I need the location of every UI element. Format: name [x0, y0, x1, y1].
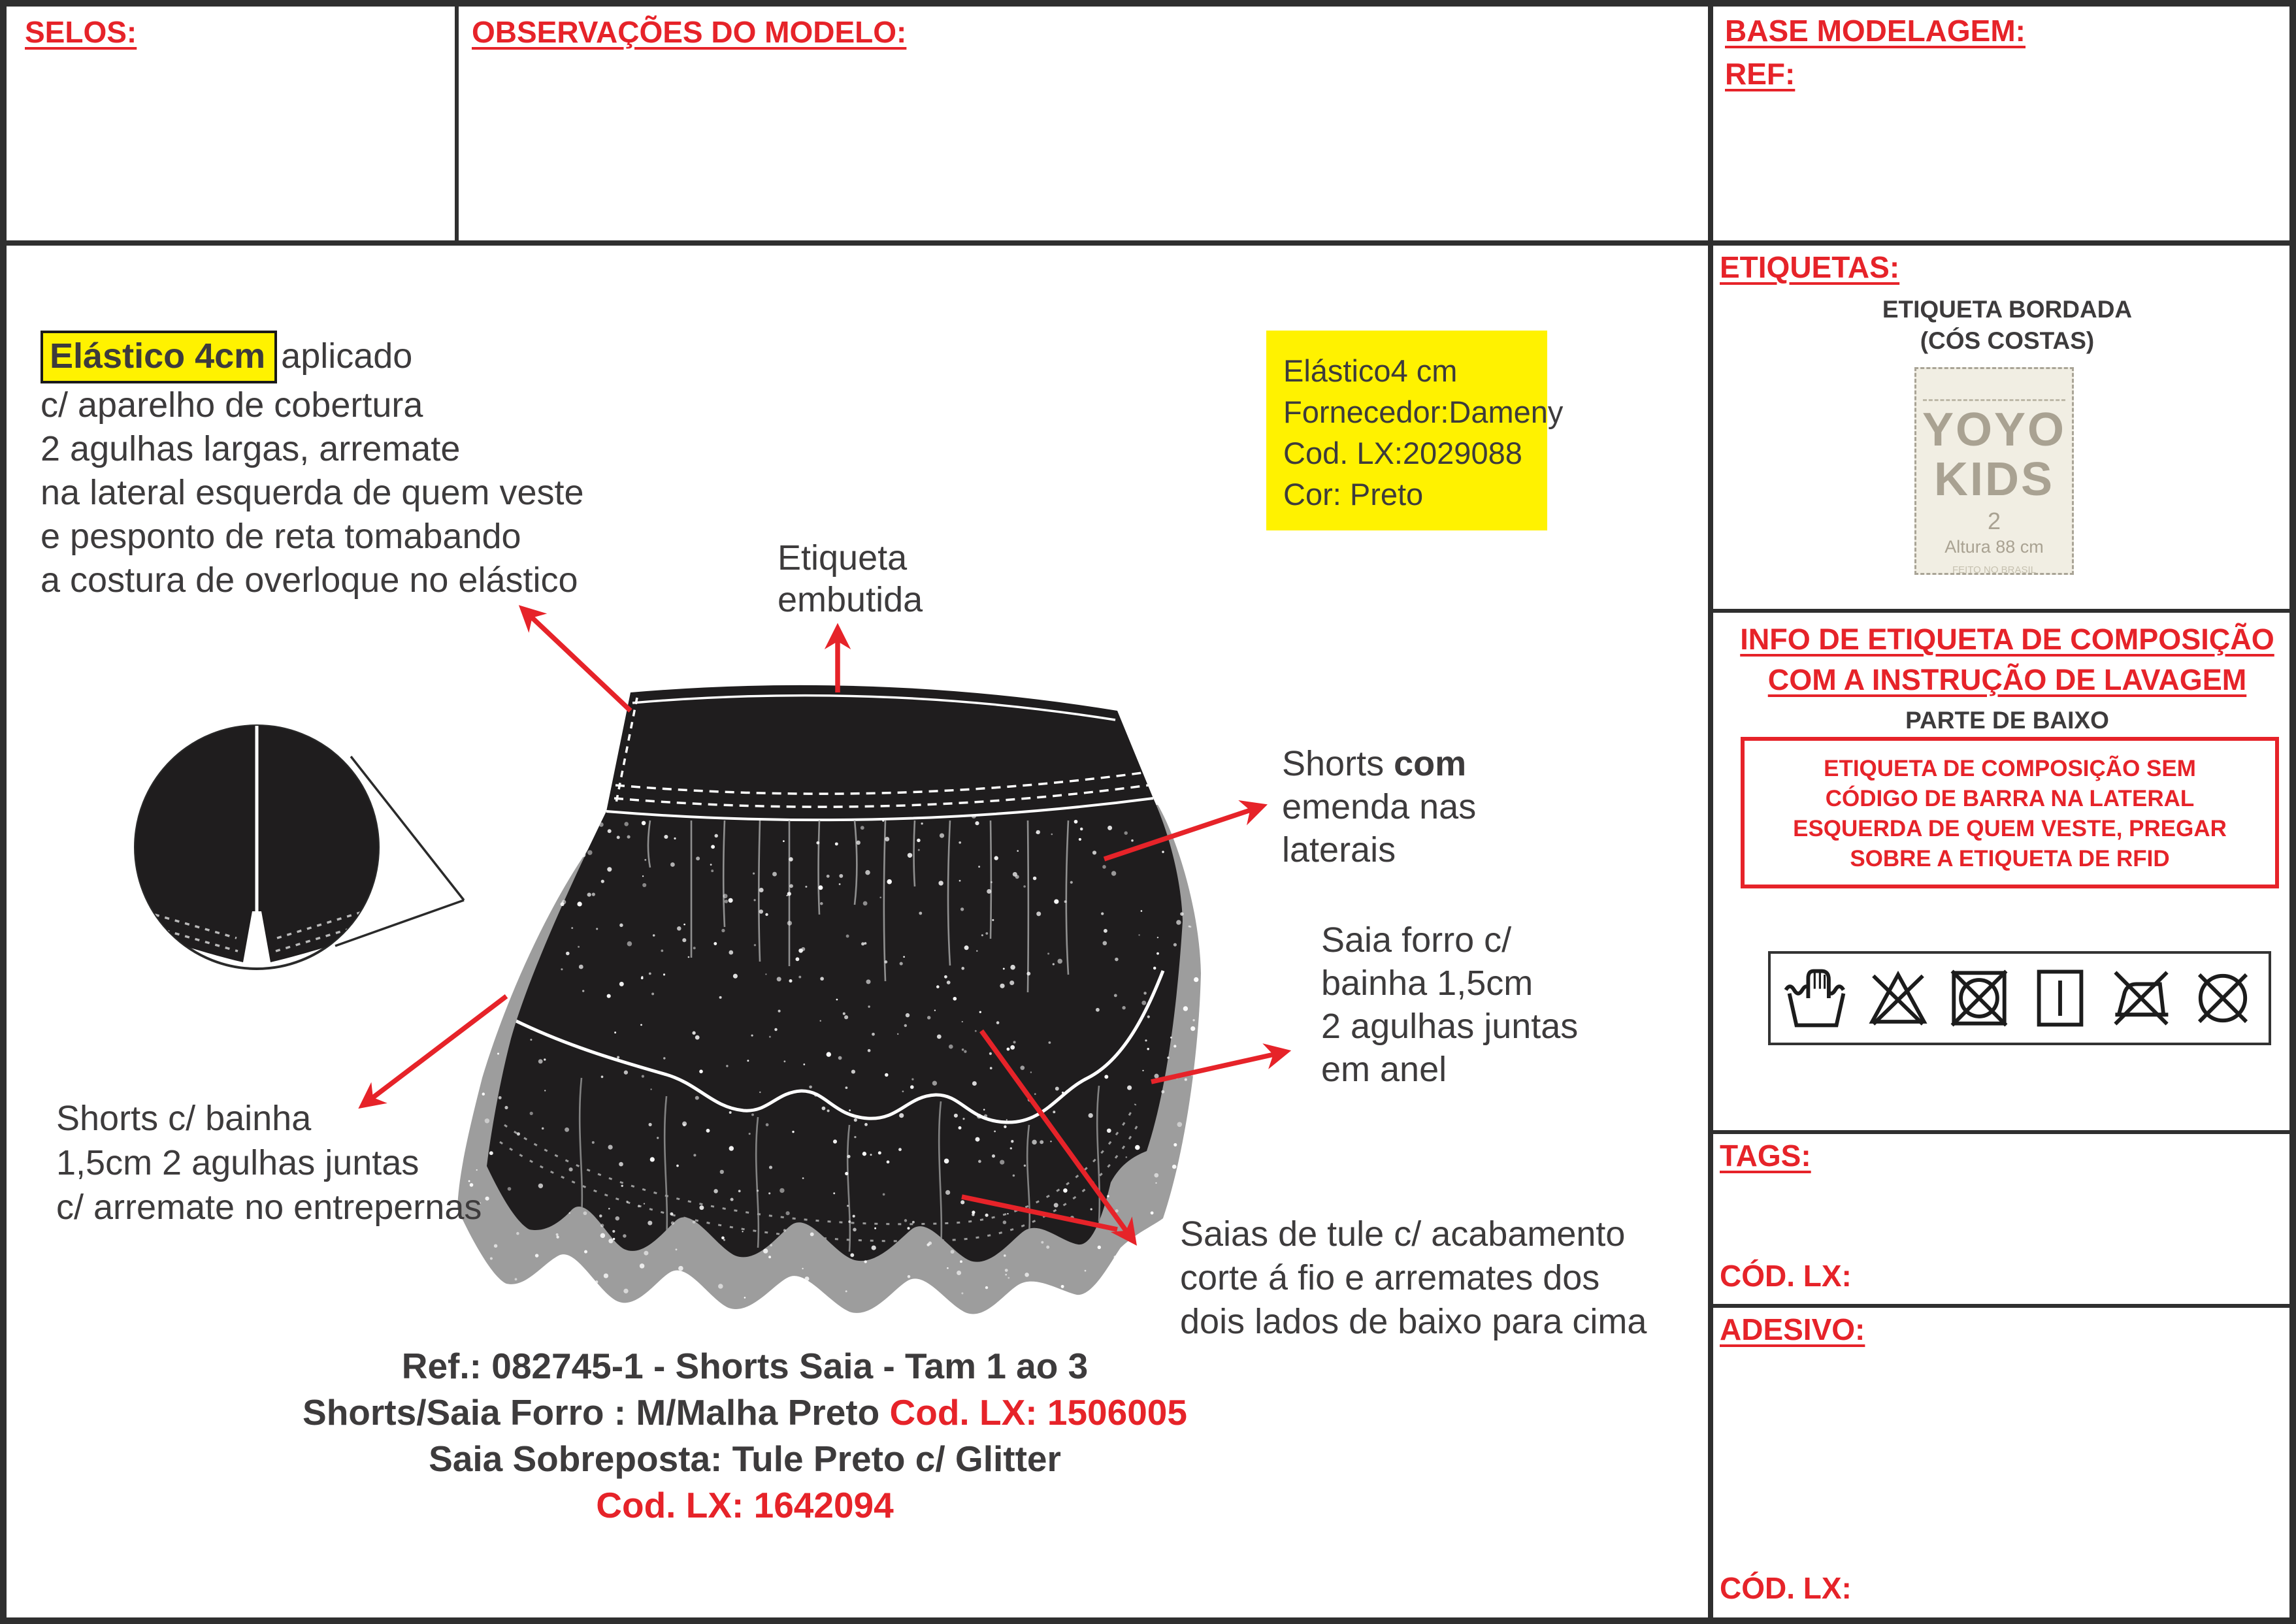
- elastico-annotation: Elástico 4cm aplicado c/ aparelho de cobertura 2 agulhas largas, arremate na lateral esquerda de quem veste e pesponto de reta tomabando a costura de overloque no elástico: [41, 331, 584, 602]
- line-dry-icon: [2025, 963, 2095, 1033]
- observacoes-label: OBSERVAÇÕES DO MODELO:: [472, 15, 907, 49]
- saia-forro-annotation: Saia forro c/ bainha 1,5cm 2 agulhas juntas em anel: [1321, 920, 1579, 1089]
- do-not-dry-clean-icon: [2188, 963, 2258, 1033]
- cod-lx-label-tags: CÓD. LX:: [1720, 1259, 1852, 1293]
- parte-de-baixo-label: PARTE DE BAIXO: [1905, 707, 2109, 734]
- label-height: Altura 88 cm: [1944, 537, 2044, 557]
- info-etiqueta-heading: INFO DE ETIQUETA DE COMPOSIÇÃO COM A INSTRUÇÃO DE LAVAGEM: [1740, 623, 2274, 696]
- selos-label: SELOS:: [25, 15, 137, 49]
- waistband: [606, 685, 1153, 820]
- elastico-highlight: Elástico 4cm: [41, 331, 277, 383]
- label-stitch-line: [1923, 399, 2065, 401]
- woven-brand-label: YOYO KIDS 2 Altura 88 cm FEITO NO BRASIL: [1914, 367, 2074, 575]
- saias-tule-annotation: Saias de tule c/ acabamento corte á fio e arremates dos dois lados de baixo para cima: [1180, 1214, 1647, 1341]
- shorts-hem-detail: [98, 699, 464, 969]
- hand-wash-icon: [1781, 963, 1852, 1033]
- etiqueta-embutida-annotation: Etiqueta embutida: [778, 538, 923, 619]
- ref-label: REF:: [1725, 57, 1796, 91]
- shorts-bainha-annotation: Shorts c/ bainha 1,5cm 2 agulhas juntas c/ arremate no entrepernas: [56, 1099, 482, 1227]
- label-origin: FEITO NO BRASIL: [1952, 564, 2037, 576]
- cod-lx-line: Cod. LX: 1642094: [596, 1485, 894, 1525]
- composicao-instruction-box: ETIQUETA DE COMPOSIÇÃO SEM CÓDIGO DE BARRA NA LATERAL ESQUERDA DE QUEM VESTE, PREGAR SOBRE A ETIQUETA DE RFID: [1741, 737, 2279, 888]
- label-size: 2: [1987, 508, 2001, 534]
- do-not-iron-icon: [2106, 963, 2176, 1033]
- adesivo-label: ADESIVO:: [1720, 1312, 1865, 1346]
- shorts-forro-line: Shorts/Saia Forro : M/Malha Preto Cod. LX: 1506005: [303, 1392, 1187, 1433]
- saia-sobreposta-line: Saia Sobreposta: Tule Preto c/ Glitter: [429, 1438, 1061, 1479]
- do-not-tumble-dry-icon: [1944, 963, 2014, 1033]
- arrow-elastico: [523, 609, 631, 711]
- shorts-emenda-annotation: Shorts com emenda nas laterais: [1282, 744, 1477, 869]
- etiqueta-bordada-heading: ETIQUETA BORDADA (CÓS COSTAS): [1882, 296, 2133, 354]
- do-not-bleach-icon: [1863, 963, 1933, 1033]
- cod-lx-label-adesivo: CÓD. LX:: [1720, 1571, 1852, 1605]
- elastico-info-box: Elástico4 cm Fornecedor:Dameny Cod. LX:2029088 Cor: Preto: [1266, 331, 1547, 530]
- reference-block: [170, 1343, 1320, 1529]
- care-symbols-box: [1768, 951, 2271, 1045]
- reference-line: Ref.: 082745-1 - Shorts Saia - Tam 1 ao 3: [401, 1346, 1089, 1386]
- tags-label: TAGS:: [1720, 1139, 1811, 1173]
- skirt-body: [487, 798, 1183, 1262]
- base-modelagem-label: BASE MODELAGEM:: [1725, 14, 2025, 48]
- etiquetas-label: ETIQUETAS:: [1720, 250, 1900, 284]
